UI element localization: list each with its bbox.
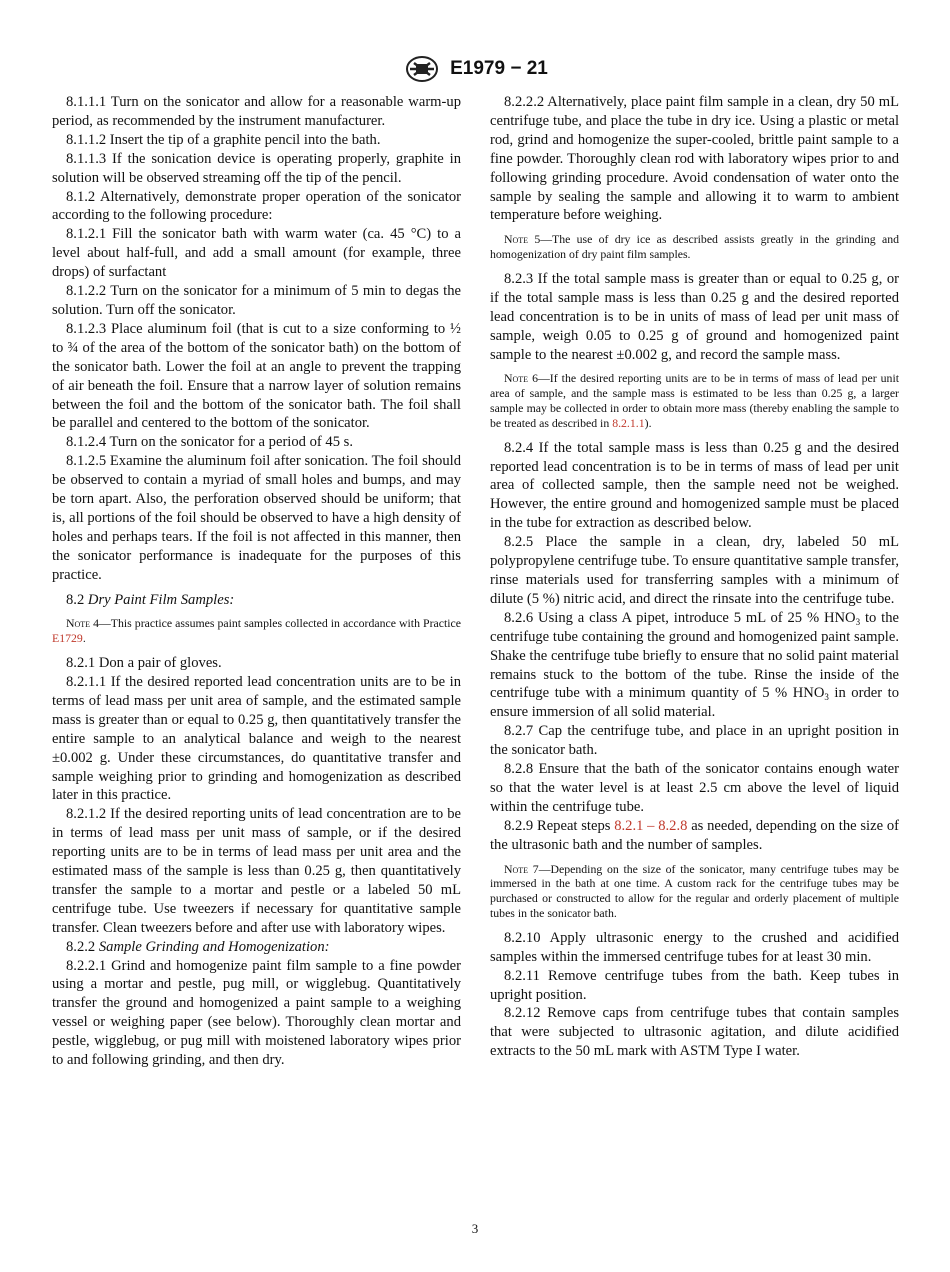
paragraph: 8.2.7 Cap the centrifuge tube, and place in an upright position in the sonicator bath. xyxy=(490,723,899,759)
subsection-number: 8.2.2 xyxy=(66,938,96,955)
note-7 xyxy=(490,862,899,921)
paragraph: 8.2.3 If the total sample mass is greater than or equal to 0.25 g, or if the total sample mass is less than 0.25 g and the desired reported lead concentration is to be in units of mass of lead per unit mass of sample, weigh 0.05 to 0.25 g of ground and homogenized paint sample to the nearest ±0.002 g, and record the sample mass. xyxy=(490,270,899,363)
paragraph: 8.1.2.3 Place aluminum foil (that is cut to a size conforming to ½ to ¾ of the area of the bottom of the sonicator bath) on the bottom of the sonicator bath. Lower the foil at an angle to prevent the trapping of air beneath the foil. Ensure that a narrow layer of solution remains between the foil and the bottom of the sonicator bath. The foil shall be parallel and centered to the bottom of the sonicator. xyxy=(52,320,461,432)
note-5 xyxy=(490,232,899,262)
paragraph: 8.2.4 If the total sample mass is less than 0.25 g and the desired reported lead concentration is to be in terms of mass of lead per unit area of collected sample, then the sample need not be weighed. However, the entire ground and homogenized sample must be placed in the tube for extraction as described below. xyxy=(490,439,899,532)
page-number: 3 xyxy=(471,1221,479,1236)
text-run: 8.2.9 Repeat steps xyxy=(504,817,615,834)
text-run: to the centrifuge tube containing the ground and homogenized paint sample. Shake the centrifuge tube briefly to ensure that no solid paint material remains stuck to the bottom of the tube. Rinse the inside of the centrifuge tube with a minimum quantity of 5 % HNO xyxy=(490,609,899,702)
note-label: Note xyxy=(504,861,529,876)
reference-link[interactable]: E1729 xyxy=(52,631,83,646)
paragraph: 8.2.8 Ensure that the bath of the sonicator contains enough water so that the water level is at least 2.5 cm above the level of liquid within the centrifuge tube. xyxy=(490,761,899,815)
note-label: Note xyxy=(504,371,529,386)
section-title: Dry Paint Film Samples: xyxy=(87,591,235,608)
paragraph: 8.2.5 Place the sample in a clean, dry, labeled 50 mL polypropylene centrifuge tube. To ensure quantitative sample transfer, rinse materials used for transferring samples with a minimum of dilute (5 %) nitric acid, and direct the rinsate into the centrifuge tube. xyxy=(490,534,899,607)
note-4 xyxy=(52,616,461,646)
paragraph: 8.1.2.2 Turn on the sonicator for a minimum of 5 min to degas the solution. Turn off the sonicator. xyxy=(52,283,461,318)
subsection-title: Sample Grinding and Homogenization: xyxy=(98,938,330,955)
note-end: . xyxy=(82,631,86,646)
subscript: 3 xyxy=(855,616,861,627)
text-run: as needed, depending on the size of the ultrasonic bath and the number of samples. xyxy=(490,817,899,853)
note-text: 6—If the desired reporting units are to be in terms of mass of lead per unit area of sample, and the sample mass is estimated to be less than 0.25 g, a larger sample may be collected in order to obtain more mass (thereby enabling the sample to be treated as described in xyxy=(490,371,899,430)
paragraph: 8.1.2 Alternatively, demonstrate proper operation of the sonicator according to the following procedure: xyxy=(52,188,461,224)
text-run: in order to ensure immersion of all solid material. xyxy=(490,685,899,721)
right-column xyxy=(490,93,899,1061)
section-number: 8.2 xyxy=(66,591,85,608)
paragraph: 8.2.2.2 Alternatively, place paint film sample in a clean, dry 50 mL centrifuge tube, and place the tube in dry ice. Using a plastic or metal rod, grind and homogenize the super-cooled, brittle paint sample to a fine powder. Thoroughly clean rod with laboratory wipes prior to and following grinding procedure. Avoid condensation of water onto the sample by sealing the sample and allowing it to warm to ambient temperature before weighing. xyxy=(490,94,899,224)
paragraph xyxy=(490,817,899,855)
text-run: 8.2.6 Using a class A pipet, introduce 5 mL of 25 % HNO xyxy=(504,609,856,626)
paragraph: 8.1.1.1 Turn on the sonicator and allow for a reasonable warm-up period, as recommended by the instrument manufacturer. xyxy=(52,94,461,129)
paragraph: 8.2.1 Don a pair of gloves. xyxy=(66,655,222,672)
page-header xyxy=(0,55,950,83)
note-label: Note xyxy=(504,232,529,247)
paragraph: 8.1.2.1 Fill the sonicator bath with warm water (ca. 45 °C) to a level about half-full, and add a small amount (for example, three drops) of surfactant xyxy=(52,226,461,281)
note-text: 5—The use of dry ice as described assists greatly in the grinding and homogenization of dry paint film samples. xyxy=(490,232,899,262)
paragraph: 8.1.2.5 Examine the aluminum foil after sonication. The foil should be observed to contain a myriad of small holes and bumps, and may be torn apart. Also, the perforation observed should be uniform; that is, all portions of the foil should be observed to have a high density of holes and perhaps tears. If the foil is not affected in this manner, then the sonicator performance is inadequate for the purposes of this practice. xyxy=(52,453,461,583)
note-6 xyxy=(490,371,899,430)
paragraph: 8.2.2.1 Grind and homogenize paint film sample to a fine powder using a mortar and pestle, pug mill, or wigglebug. Quantitatively transfer the ground and homogenized a paint sample to a weighing vessel or weighing paper (see below). Thoroughly clean mortar and pestle, wigglebug, or pug mill with moistened laboratory wipes prior to and following grinding, and then dry. xyxy=(52,957,461,1069)
astm-logo-icon xyxy=(402,55,442,83)
paragraph: 8.2.1.1 If the desired reported lead concentration units are to be in terms of lead mass per unit area of sample, and the estimated sample mass is greater than or equal to 0.25 g, then quantitatively transfer the entire sample to an analytical balance and weigh to the nearest ±0.002 g. Under these circumstances, do quantitative transfer and sample weighing prior to grinding and homogenization as described later in this practice. xyxy=(52,673,461,804)
paragraph: 8.1.1.2 Insert the tip of a graphite pencil into the bath. xyxy=(66,131,381,148)
note-text: 4—This practice assumes paint samples collected in accordance with Practice xyxy=(90,616,461,631)
subsection-heading xyxy=(52,938,461,957)
paragraph: 8.2.1.2 If the desired reporting units of lead concentration are to be in terms of lead mass per unit mass of sample, or if the desired reporting units are to be in terms of lead mass per unit area and the estimated mass of the sample is less than 0.25 g, then quantitatively transfer the sample to a mortar and pestle or a labeled 50 mL centrifuge tube. Use tweezers if necessary for quantitative sample transfer. Clean tweezers before and after use with laboratory wipes. xyxy=(52,806,461,936)
section-heading xyxy=(52,591,461,610)
paragraph xyxy=(490,609,899,722)
reference-link[interactable]: 8.2.1.1 xyxy=(612,415,645,430)
paragraph: 8.1.1.3 If the sonication device is operating properly, graphite in solution will be observed streaming off the tip of the pencil. xyxy=(52,150,461,186)
note-label: Note xyxy=(66,616,91,631)
note-text: 7—Depending on the size of the sonicator, many centrifuge tubes may be immersed in the bath at one time. A custom rack for the centrifuge tubes may be purchased or constructed to allow for the regular and orderly placement of multiple tubes in the sonicator bath. xyxy=(490,861,899,920)
paragraph: 8.2.12 Remove caps from centrifuge tubes that contain samples that were subjected to ultrasonic agitation, and dilute acidified extracts to the 50 mL mark with ASTM Type I water. xyxy=(490,1005,899,1060)
paragraph: 8.1.2.4 Turn on the sonicator for a period of 45 s. xyxy=(66,434,353,451)
paragraph: 8.2.11 Remove centrifuge tubes from the bath. Keep tubes in upright position. xyxy=(490,967,899,1003)
document-code: E1979 − 21 xyxy=(450,58,548,79)
note-end: ). xyxy=(644,415,652,430)
reference-link[interactable]: 8.2.1 – 8.2.8 xyxy=(614,817,688,834)
paragraph: 8.2.10 Apply ultrasonic energy to the crushed and acidified samples within the immersed centrifuge tubes for at least 30 min. xyxy=(490,929,899,965)
subscript: 3 xyxy=(824,692,829,703)
left-column xyxy=(52,93,461,1070)
